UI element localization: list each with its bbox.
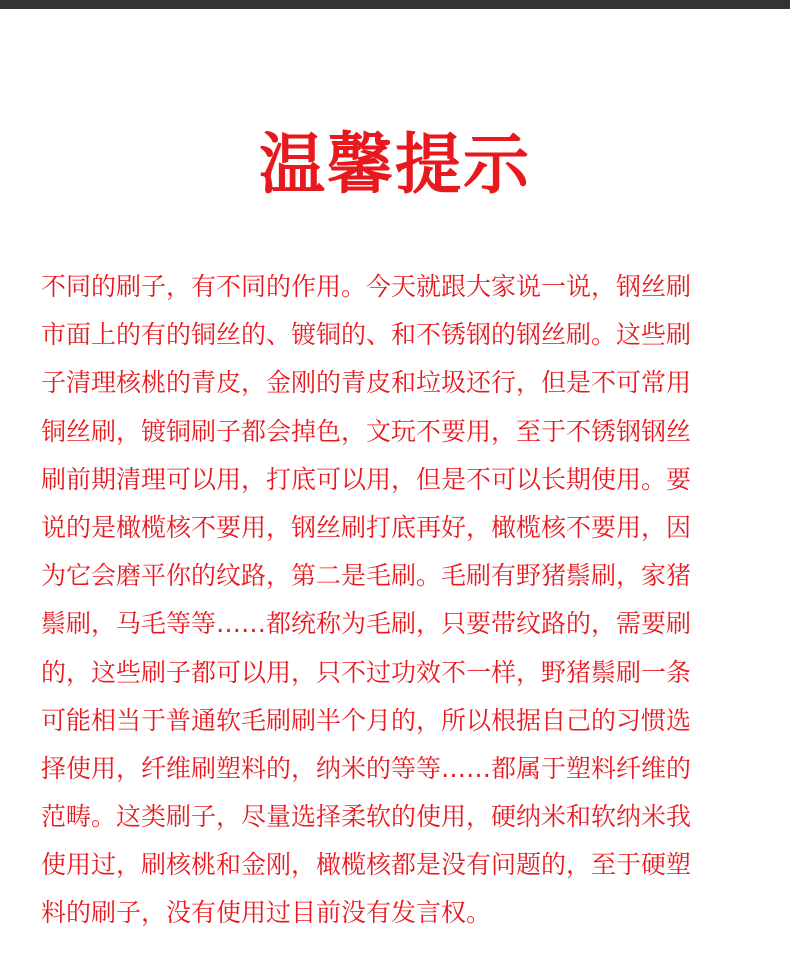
- paragraph-line: 为它会磨平你的纹路，第二是毛刷。毛刷有野猪鬃刷，家猪: [41, 561, 692, 591]
- paragraph-line: 市面上的有的铜丝的、镀铜的、和不锈钢的钢丝刷。这些刷: [41, 320, 692, 350]
- paragraph-line: 范畴。这类刷子，尽量选择柔软的使用，硬纳米和软纳米我: [41, 802, 692, 832]
- paragraph-line: 的，这些刷子都可以用，只不过功效不一样，野猪鬃刷一条: [41, 657, 692, 687]
- paragraph-line: 料的刷子，没有使用过目前没有发言权。: [41, 898, 492, 928]
- paragraph-line: 可能相当于普通软毛刷刷半个月的，所以根据自己的习惯选: [41, 705, 692, 735]
- notice-paragraph: [41, 263, 751, 938]
- paragraph-line: 说的是橄榄核不要用，钢丝刷打底再好，橄榄核不要用，因: [41, 512, 692, 542]
- paragraph-line: 使用过，刷核桃和金刚，橄榄核都是没有问题的，至于硬塑: [41, 850, 692, 880]
- top-bar: [0, 0, 790, 9]
- paragraph-line: 不同的刷子，有不同的作用。今天就跟大家说一说，钢丝刷: [41, 272, 692, 301]
- paragraph-line: 刷前期清理可以用，打底可以用，但是不可以长期使用。要: [41, 464, 692, 494]
- paragraph-line: 铜丝刷，镀铜刷子都会掉色，文玩不要用，至于不锈钢钢丝: [41, 416, 692, 446]
- paragraph-line: 鬃刷，马毛等等……都统称为毛刷，只要带纹路的，需要刷: [41, 609, 692, 639]
- page-title: 温馨提示: [259, 126, 531, 203]
- paragraph-line: 子清理核桃的青皮，金刚的青皮和垃圾还行，但是不可常用: [41, 368, 692, 398]
- paragraph-line: 择使用，纤维刷塑料的，纳米的等等……都属于塑料纤维的: [41, 753, 692, 783]
